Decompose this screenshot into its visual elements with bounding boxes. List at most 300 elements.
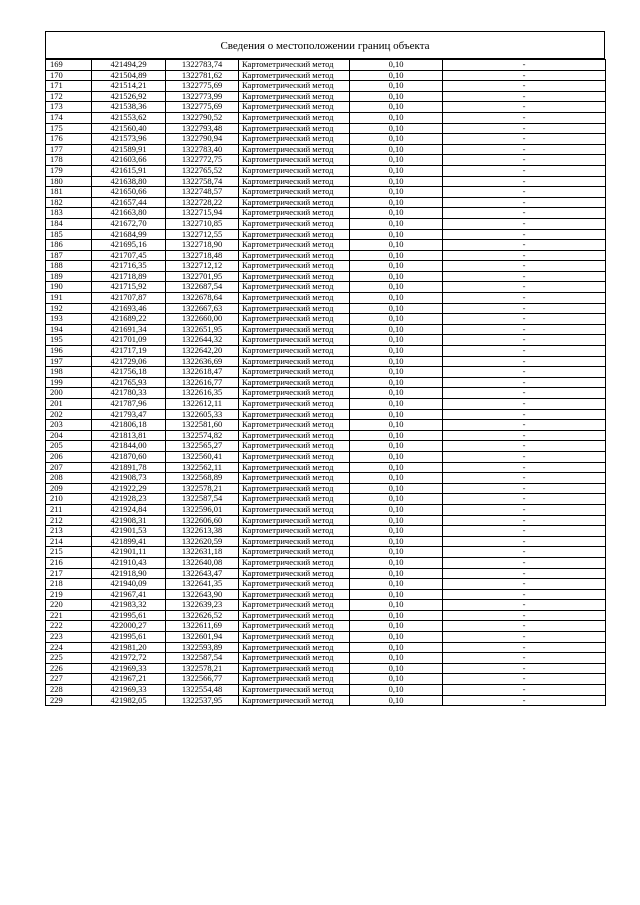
table-row xyxy=(46,663,606,674)
table-row xyxy=(46,134,606,145)
y-coordinate-cell: 1322616,77 xyxy=(166,377,239,388)
point-number-cell: 188 xyxy=(46,261,92,272)
description-cell: - xyxy=(443,483,606,494)
point-number-cell: 223 xyxy=(46,632,92,643)
description-cell: - xyxy=(443,60,606,71)
accuracy-cell: 0,10 xyxy=(350,208,443,219)
point-number-cell: 214 xyxy=(46,536,92,547)
description-cell: - xyxy=(443,250,606,261)
method-cell: Картометрический метод xyxy=(239,441,350,452)
description-cell: - xyxy=(443,642,606,653)
table-row xyxy=(46,536,606,547)
method-cell: Картометрический метод xyxy=(239,282,350,293)
point-number-cell: 190 xyxy=(46,282,92,293)
description-cell: - xyxy=(443,515,606,526)
table-row xyxy=(46,324,606,335)
x-coordinate-cell: 421870,60 xyxy=(92,451,166,462)
table-row xyxy=(46,494,606,505)
accuracy-cell: 0,10 xyxy=(350,589,443,600)
y-coordinate-cell: 1322537,95 xyxy=(166,695,239,706)
point-number-cell: 222 xyxy=(46,621,92,632)
method-cell: Картометрический метод xyxy=(239,536,350,547)
table-row xyxy=(46,685,606,696)
description-cell: - xyxy=(443,579,606,590)
method-cell: Картометрический метод xyxy=(239,632,350,643)
table-row xyxy=(46,377,606,388)
x-coordinate-cell: 421995,61 xyxy=(92,632,166,643)
description-cell: - xyxy=(443,155,606,166)
accuracy-cell: 0,10 xyxy=(350,261,443,272)
y-coordinate-cell: 1322560,41 xyxy=(166,451,239,462)
accuracy-cell: 0,10 xyxy=(350,420,443,431)
accuracy-cell: 0,10 xyxy=(350,547,443,558)
accuracy-cell: 0,10 xyxy=(350,388,443,399)
y-coordinate-cell: 1322644,32 xyxy=(166,335,239,346)
x-coordinate-cell: 421514,21 xyxy=(92,81,166,92)
x-coordinate-cell: 421717,19 xyxy=(92,346,166,357)
table-row xyxy=(46,335,606,346)
table-row xyxy=(46,314,606,325)
description-cell: - xyxy=(443,165,606,176)
description-cell: - xyxy=(443,494,606,505)
point-number-cell: 202 xyxy=(46,409,92,420)
table-row xyxy=(46,356,606,367)
x-coordinate-cell: 421615,91 xyxy=(92,165,166,176)
y-coordinate-cell: 1322660,00 xyxy=(166,314,239,325)
y-coordinate-cell: 1322562,11 xyxy=(166,462,239,473)
y-coordinate-cell: 1322587,54 xyxy=(166,653,239,664)
x-coordinate-cell: 421684,99 xyxy=(92,229,166,240)
x-coordinate-cell: 421707,45 xyxy=(92,250,166,261)
method-cell: Картометрический метод xyxy=(239,621,350,632)
table-row xyxy=(46,653,606,664)
method-cell: Картометрический метод xyxy=(239,388,350,399)
y-coordinate-cell: 1322596,01 xyxy=(166,504,239,515)
description-cell: - xyxy=(443,367,606,378)
accuracy-cell: 0,10 xyxy=(350,81,443,92)
accuracy-cell: 0,10 xyxy=(350,674,443,685)
description-cell: - xyxy=(443,346,606,357)
method-cell: Картометрический метод xyxy=(239,176,350,187)
y-coordinate-cell: 1322566,77 xyxy=(166,674,239,685)
table-row xyxy=(46,271,606,282)
point-number-cell: 182 xyxy=(46,197,92,208)
accuracy-cell: 0,10 xyxy=(350,568,443,579)
method-cell: Картометрический метод xyxy=(239,134,350,145)
x-coordinate-cell: 421922,29 xyxy=(92,483,166,494)
y-coordinate-cell: 1322593,89 xyxy=(166,642,239,653)
accuracy-cell: 0,10 xyxy=(350,60,443,71)
description-cell: - xyxy=(443,91,606,102)
x-coordinate-cell: 421940,09 xyxy=(92,579,166,590)
table-row xyxy=(46,165,606,176)
y-coordinate-cell: 1322626,52 xyxy=(166,610,239,621)
method-cell: Картометрический метод xyxy=(239,377,350,388)
method-cell: Картометрический метод xyxy=(239,547,350,558)
description-cell: - xyxy=(443,356,606,367)
method-cell: Картометрический метод xyxy=(239,642,350,653)
accuracy-cell: 0,10 xyxy=(350,91,443,102)
point-number-cell: 229 xyxy=(46,695,92,706)
y-coordinate-cell: 1322611,69 xyxy=(166,621,239,632)
accuracy-cell: 0,10 xyxy=(350,324,443,335)
y-coordinate-cell: 1322718,48 xyxy=(166,250,239,261)
description-cell: - xyxy=(443,610,606,621)
method-cell: Картометрический метод xyxy=(239,695,350,706)
x-coordinate-cell: 421844,00 xyxy=(92,441,166,452)
point-number-cell: 172 xyxy=(46,91,92,102)
x-coordinate-cell: 421707,87 xyxy=(92,293,166,304)
point-number-cell: 194 xyxy=(46,324,92,335)
x-coordinate-cell: 421908,73 xyxy=(92,473,166,484)
method-cell: Картометрический метод xyxy=(239,653,350,664)
table-row xyxy=(46,642,606,653)
point-number-cell: 218 xyxy=(46,579,92,590)
method-cell: Картометрический метод xyxy=(239,399,350,410)
point-number-cell: 199 xyxy=(46,377,92,388)
point-number-cell: 225 xyxy=(46,653,92,664)
y-coordinate-cell: 1322631,18 xyxy=(166,547,239,558)
x-coordinate-cell: 421716,35 xyxy=(92,261,166,272)
x-coordinate-cell: 421901,53 xyxy=(92,526,166,537)
accuracy-cell: 0,10 xyxy=(350,621,443,632)
x-coordinate-cell: 421638,80 xyxy=(92,176,166,187)
x-coordinate-cell: 421918,90 xyxy=(92,568,166,579)
accuracy-cell: 0,10 xyxy=(350,685,443,696)
point-number-cell: 197 xyxy=(46,356,92,367)
method-cell: Картометрический метод xyxy=(239,515,350,526)
point-number-cell: 206 xyxy=(46,451,92,462)
method-cell: Картометрический метод xyxy=(239,367,350,378)
point-number-cell: 220 xyxy=(46,600,92,611)
y-coordinate-cell: 1322601,94 xyxy=(166,632,239,643)
description-cell: - xyxy=(443,176,606,187)
accuracy-cell: 0,10 xyxy=(350,483,443,494)
method-cell: Картометрический метод xyxy=(239,165,350,176)
point-number-cell: 212 xyxy=(46,515,92,526)
accuracy-cell: 0,10 xyxy=(350,557,443,568)
y-coordinate-cell: 1322578,21 xyxy=(166,483,239,494)
description-cell: - xyxy=(443,324,606,335)
point-number-cell: 179 xyxy=(46,165,92,176)
accuracy-cell: 0,10 xyxy=(350,102,443,113)
method-cell: Картометрический метод xyxy=(239,494,350,505)
x-coordinate-cell: 421806,18 xyxy=(92,420,166,431)
point-number-cell: 186 xyxy=(46,240,92,251)
table-row xyxy=(46,399,606,410)
y-coordinate-cell: 1322748,57 xyxy=(166,187,239,198)
description-cell: - xyxy=(443,240,606,251)
x-coordinate-cell: 421910,43 xyxy=(92,557,166,568)
y-coordinate-cell: 1322554,48 xyxy=(166,685,239,696)
accuracy-cell: 0,10 xyxy=(350,240,443,251)
point-number-cell: 187 xyxy=(46,250,92,261)
description-cell: - xyxy=(443,314,606,325)
description-cell: - xyxy=(443,377,606,388)
description-cell: - xyxy=(443,589,606,600)
description-cell: - xyxy=(443,674,606,685)
point-number-cell: 193 xyxy=(46,314,92,325)
y-coordinate-cell: 1322701,95 xyxy=(166,271,239,282)
table-row xyxy=(46,600,606,611)
point-number-cell: 211 xyxy=(46,504,92,515)
x-coordinate-cell: 421972,72 xyxy=(92,653,166,664)
method-cell: Картометрический метод xyxy=(239,409,350,420)
x-coordinate-cell: 421538,36 xyxy=(92,102,166,113)
table-row xyxy=(46,112,606,123)
accuracy-cell: 0,10 xyxy=(350,526,443,537)
table-row xyxy=(46,526,606,537)
accuracy-cell: 0,10 xyxy=(350,451,443,462)
table-row xyxy=(46,568,606,579)
point-number-cell: 210 xyxy=(46,494,92,505)
y-coordinate-cell: 1322620,59 xyxy=(166,536,239,547)
x-coordinate-cell: 421663,80 xyxy=(92,208,166,219)
description-cell: - xyxy=(443,430,606,441)
accuracy-cell: 0,10 xyxy=(350,494,443,505)
point-number-cell: 213 xyxy=(46,526,92,537)
description-cell: - xyxy=(443,293,606,304)
method-cell: Картометрический метод xyxy=(239,197,350,208)
y-coordinate-cell: 1322783,40 xyxy=(166,144,239,155)
accuracy-cell: 0,10 xyxy=(350,335,443,346)
description-cell: - xyxy=(443,229,606,240)
description-cell: - xyxy=(443,271,606,282)
table-row xyxy=(46,388,606,399)
method-cell: Картометрический метод xyxy=(239,112,350,123)
method-cell: Картометрический метод xyxy=(239,420,350,431)
description-cell: - xyxy=(443,621,606,632)
method-cell: Картометрический метод xyxy=(239,123,350,134)
method-cell: Картометрический метод xyxy=(239,579,350,590)
y-coordinate-cell: 1322642,20 xyxy=(166,346,239,357)
description-cell: - xyxy=(443,134,606,145)
description-cell: - xyxy=(443,303,606,314)
table-row xyxy=(46,409,606,420)
table-row xyxy=(46,346,606,357)
accuracy-cell: 0,10 xyxy=(350,653,443,664)
x-coordinate-cell: 421780,33 xyxy=(92,388,166,399)
x-coordinate-cell: 421603,66 xyxy=(92,155,166,166)
point-number-cell: 200 xyxy=(46,388,92,399)
description-cell: - xyxy=(443,685,606,696)
y-coordinate-cell: 1322636,69 xyxy=(166,356,239,367)
y-coordinate-cell: 1322574,82 xyxy=(166,430,239,441)
method-cell: Картометрический метод xyxy=(239,218,350,229)
accuracy-cell: 0,10 xyxy=(350,663,443,674)
point-number-cell: 216 xyxy=(46,557,92,568)
description-cell: - xyxy=(443,335,606,346)
table-row xyxy=(46,579,606,590)
accuracy-cell: 0,10 xyxy=(350,377,443,388)
table-row xyxy=(46,81,606,92)
table-row xyxy=(46,695,606,706)
table-row xyxy=(46,420,606,431)
y-coordinate-cell: 1322712,55 xyxy=(166,229,239,240)
description-cell: - xyxy=(443,462,606,473)
description-cell: - xyxy=(443,123,606,134)
table-row xyxy=(46,557,606,568)
table-row xyxy=(46,589,606,600)
accuracy-cell: 0,10 xyxy=(350,356,443,367)
y-coordinate-cell: 1322781,62 xyxy=(166,70,239,81)
point-number-cell: 228 xyxy=(46,685,92,696)
x-coordinate-cell: 421924,84 xyxy=(92,504,166,515)
point-number-cell: 178 xyxy=(46,155,92,166)
accuracy-cell: 0,10 xyxy=(350,303,443,314)
method-cell: Картометрический метод xyxy=(239,229,350,240)
method-cell: Картометрический метод xyxy=(239,187,350,198)
point-number-cell: 185 xyxy=(46,229,92,240)
method-cell: Картометрический метод xyxy=(239,663,350,674)
x-coordinate-cell: 422000,27 xyxy=(92,621,166,632)
x-coordinate-cell: 421756,18 xyxy=(92,367,166,378)
x-coordinate-cell: 421928,23 xyxy=(92,494,166,505)
x-coordinate-cell: 421494,29 xyxy=(92,60,166,71)
description-cell: - xyxy=(443,187,606,198)
table-row xyxy=(46,462,606,473)
table-row xyxy=(46,218,606,229)
x-coordinate-cell: 421793,47 xyxy=(92,409,166,420)
x-coordinate-cell: 421813,81 xyxy=(92,430,166,441)
point-number-cell: 227 xyxy=(46,674,92,685)
method-cell: Картометрический метод xyxy=(239,261,350,272)
point-number-cell: 171 xyxy=(46,81,92,92)
accuracy-cell: 0,10 xyxy=(350,441,443,452)
method-cell: Картометрический метод xyxy=(239,208,350,219)
y-coordinate-cell: 1322578,21 xyxy=(166,663,239,674)
point-number-cell: 195 xyxy=(46,335,92,346)
point-number-cell: 205 xyxy=(46,441,92,452)
point-number-cell: 177 xyxy=(46,144,92,155)
x-coordinate-cell: 421969,33 xyxy=(92,685,166,696)
table-row xyxy=(46,70,606,81)
description-cell: - xyxy=(443,399,606,410)
y-coordinate-cell: 1322793,48 xyxy=(166,123,239,134)
accuracy-cell: 0,10 xyxy=(350,367,443,378)
table-row xyxy=(46,123,606,134)
point-number-cell: 221 xyxy=(46,610,92,621)
accuracy-cell: 0,10 xyxy=(350,695,443,706)
point-number-cell: 226 xyxy=(46,663,92,674)
table-row xyxy=(46,282,606,293)
table-row xyxy=(46,515,606,526)
table-row xyxy=(46,674,606,685)
y-coordinate-cell: 1322606,60 xyxy=(166,515,239,526)
point-number-cell: 203 xyxy=(46,420,92,431)
table-row xyxy=(46,250,606,261)
point-number-cell: 181 xyxy=(46,187,92,198)
table-row xyxy=(46,504,606,515)
method-cell: Картометрический метод xyxy=(239,81,350,92)
table-row xyxy=(46,610,606,621)
x-coordinate-cell: 421967,21 xyxy=(92,674,166,685)
table-row xyxy=(46,197,606,208)
description-cell: - xyxy=(443,218,606,229)
accuracy-cell: 0,10 xyxy=(350,314,443,325)
accuracy-cell: 0,10 xyxy=(350,218,443,229)
accuracy-cell: 0,10 xyxy=(350,409,443,420)
table-row xyxy=(46,261,606,272)
table-row xyxy=(46,441,606,452)
table-row xyxy=(46,155,606,166)
method-cell: Картометрический метод xyxy=(239,674,350,685)
y-coordinate-cell: 1322678,64 xyxy=(166,293,239,304)
y-coordinate-cell: 1322587,54 xyxy=(166,494,239,505)
accuracy-cell: 0,10 xyxy=(350,229,443,240)
y-coordinate-cell: 1322773,99 xyxy=(166,91,239,102)
accuracy-cell: 0,10 xyxy=(350,515,443,526)
coordinates-table-body xyxy=(46,60,606,706)
description-cell: - xyxy=(443,441,606,452)
method-cell: Картометрический метод xyxy=(239,557,350,568)
accuracy-cell: 0,10 xyxy=(350,282,443,293)
table-row xyxy=(46,632,606,643)
table-row xyxy=(46,483,606,494)
point-number-cell: 209 xyxy=(46,483,92,494)
point-number-cell: 170 xyxy=(46,70,92,81)
description-cell: - xyxy=(443,653,606,664)
method-cell: Картометрический метод xyxy=(239,430,350,441)
x-coordinate-cell: 421969,33 xyxy=(92,663,166,674)
x-coordinate-cell: 421526,92 xyxy=(92,91,166,102)
y-coordinate-cell: 1322612,11 xyxy=(166,399,239,410)
table-row xyxy=(46,91,606,102)
point-number-cell: 174 xyxy=(46,112,92,123)
description-cell: - xyxy=(443,112,606,123)
description-cell: - xyxy=(443,197,606,208)
method-cell: Картометрический метод xyxy=(239,451,350,462)
y-coordinate-cell: 1322565,27 xyxy=(166,441,239,452)
point-number-cell: 201 xyxy=(46,399,92,410)
table-title: Сведения о местоположении границ объекта xyxy=(45,31,605,59)
y-coordinate-cell: 1322639,23 xyxy=(166,600,239,611)
coordinates-table xyxy=(45,59,606,706)
table-row xyxy=(46,293,606,304)
accuracy-cell: 0,10 xyxy=(350,144,443,155)
table-row xyxy=(46,102,606,113)
y-coordinate-cell: 1322687,54 xyxy=(166,282,239,293)
accuracy-cell: 0,10 xyxy=(350,70,443,81)
method-cell: Картометрический метод xyxy=(239,356,350,367)
y-coordinate-cell: 1322667,63 xyxy=(166,303,239,314)
table-row xyxy=(46,303,606,314)
y-coordinate-cell: 1322616,35 xyxy=(166,388,239,399)
y-coordinate-cell: 1322710,85 xyxy=(166,218,239,229)
method-cell: Картометрический метод xyxy=(239,335,350,346)
x-coordinate-cell: 421573,96 xyxy=(92,134,166,145)
table-row xyxy=(46,473,606,484)
accuracy-cell: 0,10 xyxy=(350,642,443,653)
y-coordinate-cell: 1322605,33 xyxy=(166,409,239,420)
description-cell: - xyxy=(443,409,606,420)
description-cell: - xyxy=(443,70,606,81)
table-row xyxy=(46,176,606,187)
description-cell: - xyxy=(443,526,606,537)
x-coordinate-cell: 421891,78 xyxy=(92,462,166,473)
x-coordinate-cell: 421899,41 xyxy=(92,536,166,547)
method-cell: Картометрический метод xyxy=(239,144,350,155)
description-cell: - xyxy=(443,568,606,579)
description-cell: - xyxy=(443,388,606,399)
accuracy-cell: 0,10 xyxy=(350,504,443,515)
point-number-cell: 180 xyxy=(46,176,92,187)
x-coordinate-cell: 421701,09 xyxy=(92,335,166,346)
description-cell: - xyxy=(443,261,606,272)
y-coordinate-cell: 1322651,95 xyxy=(166,324,239,335)
x-coordinate-cell: 421908,31 xyxy=(92,515,166,526)
x-coordinate-cell: 421553,62 xyxy=(92,112,166,123)
